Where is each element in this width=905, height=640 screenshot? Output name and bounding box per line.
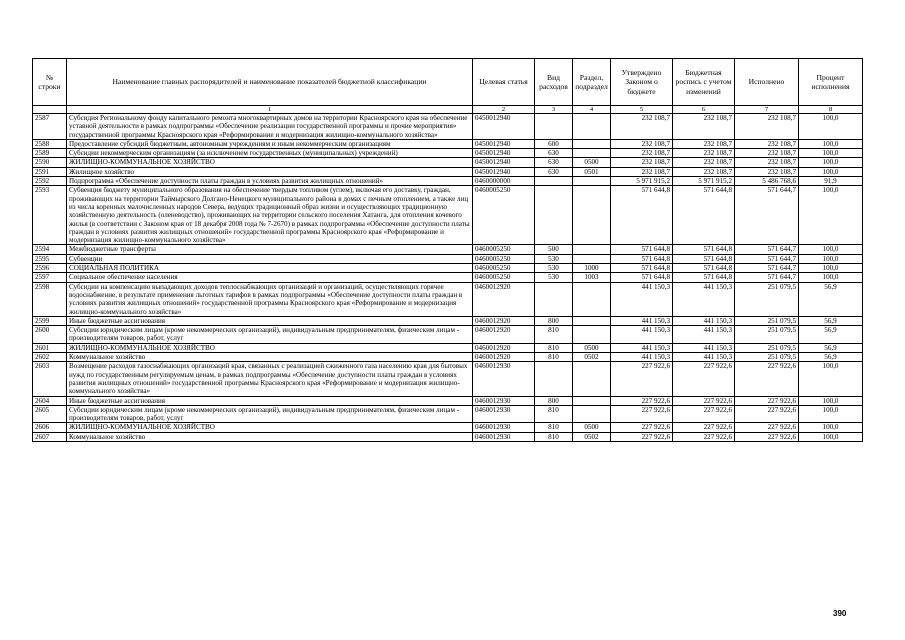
- row-approved: 227 922,6: [611, 405, 673, 423]
- table-row: [33, 254, 863, 263]
- row-number: 2607: [33, 432, 67, 441]
- row-section: [573, 326, 611, 344]
- row-expense-type: 500: [535, 245, 573, 254]
- row-approved: 441 150,3: [611, 282, 673, 316]
- row-executed: 232 108,7: [735, 158, 799, 167]
- row-name: Коммунальное хозяйство: [67, 432, 473, 441]
- row-name: Субсидия Региональному фонду капитального ремонта многоквартирных домов на территории Красноярского края на обеспечение уставной деятельности в рамках подпрограммы «Обеспечение реализации государственной программы и прочие мероприятия» государственной программы Красноярского края «Реформирование и модернизация жилищно-коммунального хозяйства»: [67, 114, 473, 140]
- row-budget: 441 150,3: [673, 326, 735, 344]
- row-percent: 56,9: [799, 316, 863, 325]
- row-expense-type: 800: [535, 316, 573, 325]
- row-name: Социальное обеспечение населения: [67, 273, 473, 282]
- row-name: Субсидии юридическим лицам (кроме некоммерческих организаций), индивидуальным предпринимателям, физическим лицам - производителям товаров, работ, услуг: [67, 405, 473, 423]
- row-number: 2589: [33, 149, 67, 158]
- row-name: Жилищное хозяйство: [67, 167, 473, 176]
- row-number: 2593: [33, 186, 67, 245]
- table-row: [33, 114, 863, 140]
- row-name: Субвенция бюджету муниципального образования на обеспечение твердым топливом (углем), включая его доставку, граждан, проживающих на территории Таймырского Долгано-Ненецкого муниципального района в домах с печным отоплением, а также лиц из числа коренных малочисленных народов Севера, ведущих традиционный образ жизни и осуществляющих традиционную хозяйственную деятельность (оленеводство), проживающих на территории сельского поселения Хатанга, для отопления кочевого жилья (в соответствии с Законом края от 18 декабря 2008 года № 7-2670) в рамках подпрограммы «Обеспечение доступности платы граждан в условиях развития жилищных отношений» государственной программы Красноярского края «Реформирование и модернизация жилищно-коммунального хозяйства»: [67, 186, 473, 245]
- row-section: [573, 114, 611, 140]
- table-row: [33, 423, 863, 432]
- row-executed: 251 079,5: [735, 343, 799, 352]
- row-budget: 232 108,7: [673, 149, 735, 158]
- row-expense-type: 530: [535, 254, 573, 263]
- header-budget: Бюджетная роспись с учетом изменений: [673, 59, 735, 106]
- row-percent: 100,0: [799, 139, 863, 148]
- row-executed: 571 644,7: [735, 186, 799, 245]
- col-number: 4: [573, 106, 611, 114]
- row-percent: 100,0: [799, 432, 863, 441]
- row-number: 2587: [33, 114, 67, 140]
- row-budget: 227 922,6: [673, 405, 735, 423]
- page-number: 390: [833, 609, 847, 618]
- col-number: 2: [473, 106, 535, 114]
- row-expense-type: 800: [535, 396, 573, 405]
- row-name: Субсидии на компенсацию выпадающих доходов теплоснабжающих организаций и организаций, осуществляющих горячее водоснабжение, в результате применения льготных тарифов в рамках подпрограммы «Обеспечение доступности платы граждан в условиях развития жилищных отношений» государственной программы Красноярского края «Реформирование и модернизация жилищно-коммунального хозяйства»: [67, 282, 473, 316]
- row-approved: 5 971 915,2: [611, 177, 673, 186]
- row-approved: 232 108,7: [611, 149, 673, 158]
- table-row: [33, 432, 863, 441]
- row-number: 2602: [33, 353, 67, 362]
- table-row: [33, 186, 863, 245]
- row-approved: 441 150,3: [611, 326, 673, 344]
- row-name: Иные бюджетные ассигнования: [67, 316, 473, 325]
- header-approved: Утверждено Законом о бюджете: [611, 59, 673, 106]
- row-number: 2595: [33, 254, 67, 263]
- row-expense-type: 630: [535, 149, 573, 158]
- row-executed: 251 079,5: [735, 326, 799, 344]
- row-executed: 227 922,6: [735, 396, 799, 405]
- row-budget: 441 150,3: [673, 353, 735, 362]
- row-target-article: 0450012940: [473, 158, 535, 167]
- table-row: [33, 245, 863, 254]
- header-done: Исполнено: [735, 59, 799, 106]
- row-percent: 100,0: [799, 264, 863, 273]
- row-executed: 571 644,7: [735, 254, 799, 263]
- row-target-article: 0460005250: [473, 254, 535, 263]
- row-target-article: 0450012940: [473, 139, 535, 148]
- row-section: [573, 316, 611, 325]
- row-section: [573, 396, 611, 405]
- row-number: 2594: [33, 245, 67, 254]
- row-expense-type: 810: [535, 353, 573, 362]
- row-percent: 100,0: [799, 245, 863, 254]
- row-name: Субсидии юридическим лицам (кроме некоммерческих организаций), индивидуальным предпринимателям, физическим лицам - производителям товаров, работ, услуг: [67, 326, 473, 344]
- table-row: [33, 343, 863, 352]
- row-percent: 100,0: [799, 186, 863, 245]
- row-name: ЖИЛИЩНО-КОММУНАЛЬНОЕ ХОЗЯЙСТВО: [67, 158, 473, 167]
- table-row: [33, 177, 863, 186]
- table-body: [33, 114, 863, 442]
- row-target-article: 0450012940: [473, 167, 535, 176]
- row-approved: 227 922,6: [611, 362, 673, 396]
- row-budget: 571 644,8: [673, 245, 735, 254]
- row-section: [573, 177, 611, 186]
- col-number: 1: [67, 106, 473, 114]
- row-executed: 571 644,7: [735, 264, 799, 273]
- row-approved: 571 644,8: [611, 264, 673, 273]
- row-number: 2606: [33, 423, 67, 432]
- row-expense-type: [535, 362, 573, 396]
- row-budget: 232 108,7: [673, 139, 735, 148]
- row-target-article: 0460012930: [473, 432, 535, 441]
- table-row: [33, 362, 863, 396]
- row-target-article: 0460005250: [473, 273, 535, 282]
- table-row: [33, 326, 863, 344]
- column-number-row: [33, 106, 863, 114]
- row-executed: 571 644,7: [735, 273, 799, 282]
- row-target-article: 0460000000: [473, 177, 535, 186]
- row-name: ЖИЛИЩНО-КОММУНАЛЬНОЕ ХОЗЯЙСТВО: [67, 343, 473, 352]
- row-section: 1003: [573, 273, 611, 282]
- row-budget: 441 150,3: [673, 316, 735, 325]
- row-executed: 232 108,7: [735, 114, 799, 140]
- row-percent: 91,9: [799, 177, 863, 186]
- row-approved: 441 150,3: [611, 343, 673, 352]
- row-budget: 571 644,8: [673, 264, 735, 273]
- row-target-article: 0460012930: [473, 423, 535, 432]
- row-number: 2596: [33, 264, 67, 273]
- row-section: [573, 186, 611, 245]
- table-row: [33, 139, 863, 148]
- table-row: [33, 353, 863, 362]
- row-budget: 227 922,6: [673, 432, 735, 441]
- row-target-article: 0460012920: [473, 343, 535, 352]
- table-row: [33, 167, 863, 176]
- row-budget: 571 644,8: [673, 254, 735, 263]
- row-number: 2604: [33, 396, 67, 405]
- col-number: 5: [611, 106, 673, 114]
- row-executed: 232 108,7: [735, 149, 799, 158]
- header-pct: Процент исполнения: [799, 59, 863, 106]
- row-percent: 56,9: [799, 326, 863, 344]
- row-approved: 232 108,7: [611, 167, 673, 176]
- row-expense-type: 810: [535, 432, 573, 441]
- row-executed: 227 922,6: [735, 423, 799, 432]
- budget-sheet: [32, 58, 863, 442]
- row-percent: 100,0: [799, 423, 863, 432]
- row-target-article: 0460012920: [473, 316, 535, 325]
- row-target-article: 0460012920: [473, 326, 535, 344]
- row-section: [573, 245, 611, 254]
- row-percent: 100,0: [799, 396, 863, 405]
- row-approved: 227 922,6: [611, 432, 673, 441]
- row-section: 0501: [573, 167, 611, 176]
- header-name: Наименование главных распорядителей и наименование показателей бюджетной классификации: [67, 59, 473, 106]
- row-target-article: 0460005250: [473, 245, 535, 254]
- header-target: Целевая статья: [473, 59, 535, 106]
- row-section: 0500: [573, 423, 611, 432]
- row-expense-type: [535, 186, 573, 245]
- table-row: [33, 273, 863, 282]
- row-expense-type: 630: [535, 167, 573, 176]
- row-budget: 441 150,3: [673, 282, 735, 316]
- table-row: [33, 316, 863, 325]
- row-section: [573, 282, 611, 316]
- row-section: 0502: [573, 432, 611, 441]
- row-percent: 100,0: [799, 149, 863, 158]
- row-percent: 100,0: [799, 362, 863, 396]
- row-percent: 56,9: [799, 343, 863, 352]
- row-approved: 571 644,8: [611, 186, 673, 245]
- row-section: 0500: [573, 343, 611, 352]
- row-section: [573, 149, 611, 158]
- table-row: [33, 264, 863, 273]
- row-number: 2601: [33, 343, 67, 352]
- row-section: [573, 405, 611, 423]
- budget-table: [32, 58, 863, 442]
- col-number: 3: [535, 106, 573, 114]
- col-number: 7: [735, 106, 799, 114]
- col-number: [33, 106, 67, 114]
- row-section: 1000: [573, 264, 611, 273]
- row-budget: 227 922,6: [673, 423, 735, 432]
- row-number: 2605: [33, 405, 67, 423]
- table-row: [33, 396, 863, 405]
- row-budget: 232 108,7: [673, 114, 735, 140]
- row-name: СОЦИАЛЬНАЯ ПОЛИТИКА: [67, 264, 473, 273]
- header-type: Вид расходов: [535, 59, 573, 106]
- table-row: [33, 282, 863, 316]
- row-approved: 232 108,7: [611, 139, 673, 148]
- row-name: Коммунальное хозяйство: [67, 353, 473, 362]
- row-number: 2603: [33, 362, 67, 396]
- header-section: Раздел, подраздел: [573, 59, 611, 106]
- row-name: Возмещение расходов газоснабжающих организаций края, связанных с реализацией сжиженного газа населению края для бытовых нужд по государственным регулируемым ценам, в рамках подпрограммы «Обеспечение доступности платы граждан в условиях развития жилищных отношений» государственной программы Красноярского края «Реформирование и модернизация жилищно-коммунального хозяйства»: [67, 362, 473, 396]
- row-target-article: 0460012920: [473, 282, 535, 316]
- row-executed: 5 486 768,6: [735, 177, 799, 186]
- row-name: ЖИЛИЩНО-КОММУНАЛЬНОЕ ХОЗЯЙСТВО: [67, 423, 473, 432]
- row-name: Предоставление субсидий бюджетным, автономным учреждениям и иным некоммерческим организациям: [67, 139, 473, 148]
- row-expense-type: [535, 114, 573, 140]
- row-budget: 227 922,6: [673, 362, 735, 396]
- row-approved: 232 108,7: [611, 114, 673, 140]
- row-number: 2599: [33, 316, 67, 325]
- row-executed: 227 922,6: [735, 405, 799, 423]
- row-name: Межбюджетные трансферты: [67, 245, 473, 254]
- row-expense-type: 810: [535, 326, 573, 344]
- row-executed: 232 108,7: [735, 139, 799, 148]
- row-budget: 441 150,3: [673, 343, 735, 352]
- col-number: 6: [673, 106, 735, 114]
- row-percent: 100,0: [799, 273, 863, 282]
- row-approved: 227 922,6: [611, 396, 673, 405]
- row-budget: 5 971 915,2: [673, 177, 735, 186]
- row-budget: 571 644,8: [673, 186, 735, 245]
- row-percent: 100,0: [799, 254, 863, 263]
- row-target-article: 0460005250: [473, 186, 535, 245]
- row-executed: 251 079,5: [735, 353, 799, 362]
- row-percent: 100,0: [799, 405, 863, 423]
- row-budget: 232 108,7: [673, 158, 735, 167]
- row-name: Подпрограмма «Обеспечение доступности платы граждан в условиях развития жилищных отношений»: [67, 177, 473, 186]
- row-executed: 251 079,5: [735, 316, 799, 325]
- row-section: 0500: [573, 158, 611, 167]
- row-approved: 441 150,3: [611, 353, 673, 362]
- row-number: 2591: [33, 167, 67, 176]
- row-expense-type: [535, 282, 573, 316]
- row-expense-type: 630: [535, 158, 573, 167]
- row-section: [573, 362, 611, 396]
- row-number: 2592: [33, 177, 67, 186]
- row-executed: 251 079,5: [735, 282, 799, 316]
- row-name: Иные бюджетные ассигнования: [67, 396, 473, 405]
- row-section: [573, 254, 611, 263]
- row-approved: 227 922,6: [611, 423, 673, 432]
- row-expense-type: 810: [535, 405, 573, 423]
- row-target-article: 0460012930: [473, 362, 535, 396]
- row-name: Субвенции: [67, 254, 473, 263]
- table-row: [33, 405, 863, 423]
- row-percent: 100,0: [799, 114, 863, 140]
- row-percent: 56,9: [799, 282, 863, 316]
- row-approved: 441 150,3: [611, 316, 673, 325]
- table-row: [33, 149, 863, 158]
- row-target-article: 0460005250: [473, 264, 535, 273]
- row-approved: 571 644,8: [611, 254, 673, 263]
- row-name: Субсидии некоммерческим организациям (за исключением государственных (муниципальных) учреждений): [67, 149, 473, 158]
- col-number: 8: [799, 106, 863, 114]
- row-executed: 232 108,7: [735, 167, 799, 176]
- row-target-article: 0460012920: [473, 353, 535, 362]
- row-number: 2588: [33, 139, 67, 148]
- row-section: [573, 139, 611, 148]
- row-number: 2597: [33, 273, 67, 282]
- row-expense-type: 810: [535, 343, 573, 352]
- header-no: № строки: [33, 59, 67, 106]
- row-budget: 227 922,6: [673, 396, 735, 405]
- row-expense-type: [535, 177, 573, 186]
- row-expense-type: 530: [535, 273, 573, 282]
- row-target-article: 0460012930: [473, 405, 535, 423]
- row-number: 2600: [33, 326, 67, 344]
- row-executed: 571 644,7: [735, 245, 799, 254]
- row-executed: 227 922,6: [735, 362, 799, 396]
- row-percent: 100,0: [799, 167, 863, 176]
- header-row: [33, 59, 863, 106]
- row-target-article: 0450012940: [473, 114, 535, 140]
- row-budget: 571 644,8: [673, 273, 735, 282]
- row-target-article: 0450012940: [473, 149, 535, 158]
- row-approved: 571 644,8: [611, 245, 673, 254]
- row-number: 2598: [33, 282, 67, 316]
- row-number: 2590: [33, 158, 67, 167]
- row-executed: 227 922,6: [735, 432, 799, 441]
- row-expense-type: 530: [535, 264, 573, 273]
- row-approved: 232 108,7: [611, 158, 673, 167]
- row-approved: 571 644,8: [611, 273, 673, 282]
- table-row: [33, 158, 863, 167]
- row-section: 0502: [573, 353, 611, 362]
- row-budget: 232 108,7: [673, 167, 735, 176]
- row-expense-type: 600: [535, 139, 573, 148]
- row-target-article: 0460012930: [473, 396, 535, 405]
- row-expense-type: 810: [535, 423, 573, 432]
- row-percent: 100,0: [799, 158, 863, 167]
- row-percent: 56,9: [799, 353, 863, 362]
